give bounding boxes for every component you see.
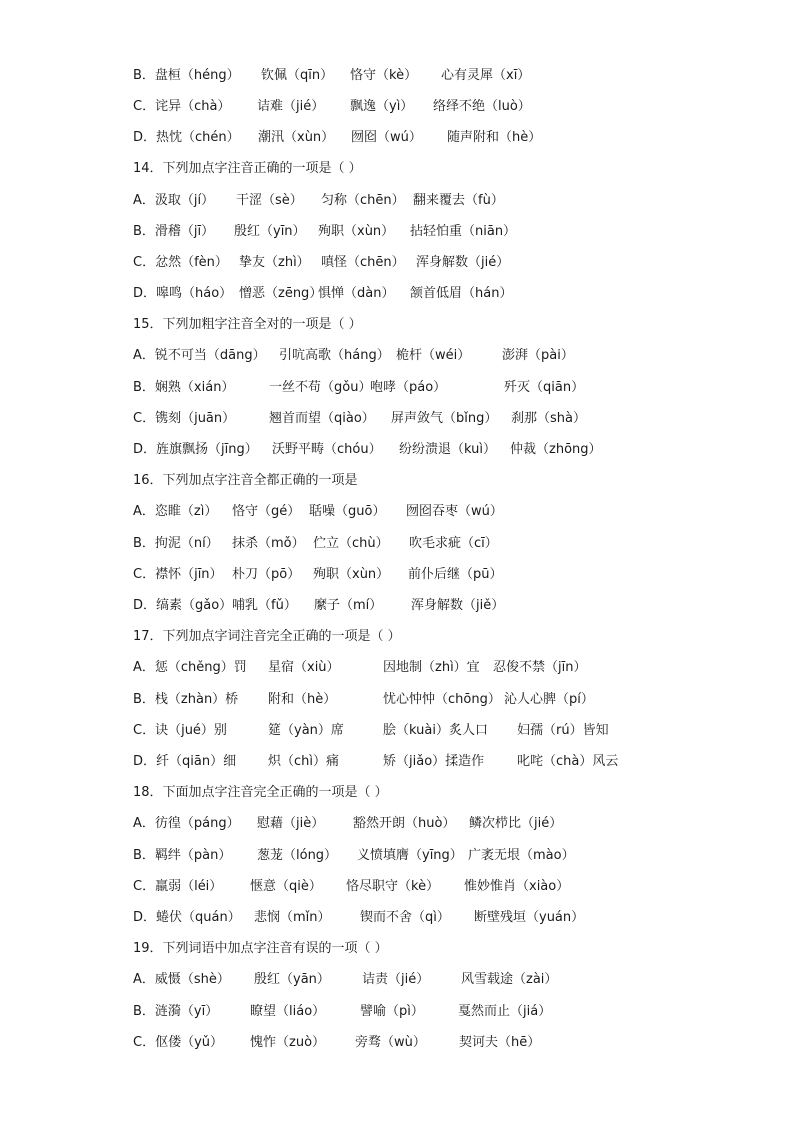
option-term: C．镌刻（juān）: [133, 411, 236, 426]
option-term: 恪尽职守（kè）: [346, 879, 440, 894]
option-term: 殷红（yīn）: [234, 224, 306, 239]
option-term: D．蜷伏（quán）: [133, 910, 241, 925]
option-term: C．诀（jué）别: [133, 723, 227, 738]
option-term: A．威慑（shè）: [133, 972, 230, 987]
option-term: 络绎不绝（luò）: [433, 99, 531, 114]
option-term: 叱咤（chà）风云: [517, 754, 619, 769]
option-term: 挚友（zhì）: [239, 255, 310, 270]
option-term: 吹毛求疵（cī）: [409, 536, 498, 551]
option-term: A．锐不可当（dāng）: [133, 348, 266, 363]
option-term: 风雪载途（zài）: [461, 972, 558, 987]
option-term: 豁然开朗（huò）: [353, 816, 456, 831]
option-term: 愧怍（zuò）: [250, 1035, 326, 1050]
option-term: 契诃夫（hē）: [459, 1035, 541, 1050]
option-term: 忍俊不禁（jīn）: [493, 660, 587, 675]
option-term: 瞭望（liáo）: [250, 1004, 326, 1019]
option-term: D．嗥鸣（háo）: [133, 286, 233, 301]
option-term: 囫囵吞枣（wú）: [406, 504, 503, 519]
option-term: D．旌旗飘扬（jīng）: [133, 442, 258, 457]
option-term: C．忿然（fèn）: [133, 255, 228, 270]
option-term: 一丝不苟（gǒu）: [269, 380, 372, 395]
option-term: B．栈（zhàn）桥: [133, 692, 239, 707]
option-term: 伫立（chù）: [313, 536, 389, 551]
option-term: 飘逸（yì）: [350, 99, 414, 114]
option-term: D．热忱（chén）: [133, 130, 240, 145]
option-term: 脍（kuài）炙人口: [383, 723, 488, 738]
option-term: 潮汛（xùn）: [258, 130, 335, 145]
option-term: 哺乳（fǔ）: [232, 598, 297, 613]
option-term: 殉职（xùn）: [313, 567, 390, 582]
option-term: A．惩（chěng）罚: [133, 660, 247, 675]
option-term: 筵（yàn）席: [268, 723, 344, 738]
question-text: 16．下列加点字注音全都正确的一项是: [133, 473, 358, 488]
option-term: 断壁残垣（yuán）: [474, 910, 585, 925]
option-term: 因地制（zhì）宜: [383, 660, 480, 675]
option-term: 囫囵（wú）: [351, 130, 422, 145]
option-term: 殉职（xùn）: [318, 224, 395, 239]
option-term: B．羁绊（pàn）: [133, 848, 232, 863]
option-term: 纷纷溃退（kuì）: [399, 442, 496, 457]
option-term: 悲悯（mǐn）: [254, 910, 331, 925]
option-term: 沃野平畴（chóu）: [272, 442, 382, 457]
question-text: 17．下列加点字词注音完全正确的一项是（ ）: [133, 629, 401, 644]
option-term: C．诧异（chà）: [133, 99, 231, 114]
question-text: 14．下列加点字注音正确的一项是（ ）: [133, 161, 362, 176]
option-term: B．拘泥（ní）: [133, 536, 219, 551]
option-term: 沁人心脾（pí）: [504, 692, 594, 707]
option-term: 矫（jiǎo）揉造作: [383, 754, 485, 769]
option-term: 抹杀（mǒ）: [232, 536, 305, 551]
option-term: 翘首而望（qiào）: [269, 411, 375, 426]
option-term: 义愤填膺（yīng）: [357, 848, 463, 863]
option-term: 颔首低眉（hán）: [410, 286, 513, 301]
option-term: 譬喻（pì）: [360, 1004, 424, 1019]
option-term: 縻子（mí）: [314, 598, 383, 613]
option-term: 拈轻怕重（niān）: [410, 224, 517, 239]
option-term: 星宿（xiù）: [268, 660, 340, 675]
option-term: 憎恶（zēng）: [239, 286, 323, 301]
option-term: 咆哮（páo）: [370, 380, 447, 395]
option-term: C．襟怀（jīn）: [133, 567, 223, 582]
option-term: 惧惮（dàn）: [318, 286, 395, 301]
option-term: 屏声敛气（bǐng）: [391, 411, 498, 426]
option-term: 浑身解数（jiě）: [411, 598, 505, 613]
question-text: 19．下列词语中加点字注音有误的一项（ ）: [133, 941, 388, 956]
option-term: C．伛偻（yǔ）: [133, 1035, 224, 1050]
option-term: 浑身解数（jié）: [416, 255, 510, 270]
option-term: 嗔怪（chēn）: [321, 255, 405, 270]
question-text: 15．下列加粗字注音全对的一项是（ ）: [133, 317, 362, 332]
option-term: 惬意（qiè）: [250, 879, 322, 894]
option-term: 诘责（jié）: [362, 972, 430, 987]
option-term: 诘难（jié）: [257, 99, 325, 114]
option-term: 炽（chì）痛: [268, 754, 339, 769]
option-term: 匀称（chēn）: [321, 193, 405, 208]
option-term: C．羸弱（léi）: [133, 879, 223, 894]
option-term: 葱茏（lóng）: [257, 848, 338, 863]
option-term: D．缟素（gǎo）: [133, 598, 233, 613]
option-term: 心有灵犀（xī）: [441, 68, 531, 83]
option-term: 翻来覆去（fù）: [413, 193, 504, 208]
option-term: 旁骛（wù）: [355, 1035, 426, 1050]
option-term: 妇孺（rú）皆知: [517, 723, 609, 738]
option-term: A．彷徨（páng）: [133, 816, 240, 831]
option-term: 殷红（yān）: [254, 972, 330, 987]
option-term: 引吭高歌（háng）: [279, 348, 390, 363]
option-term: B．滑稽（jī）: [133, 224, 215, 239]
option-term: 钦佩（qīn）: [261, 68, 334, 83]
option-term: 恪守（gé）: [232, 504, 301, 519]
question-text: 18．下面加点字注音完全正确的一项是（ ）: [133, 785, 388, 800]
option-term: 惟妙惟肖（xiào）: [464, 879, 570, 894]
option-term: 戛然而止（jiá）: [458, 1004, 552, 1019]
option-term: 朴刀（pō）: [232, 567, 301, 582]
option-term: 干涩（sè）: [236, 193, 303, 208]
option-term: 刹那（shà）: [511, 411, 586, 426]
option-term: 桅杆（wéi）: [396, 348, 471, 363]
option-term: 随声附和（hè）: [447, 130, 542, 145]
option-term: B．涟漪（yī）: [133, 1004, 219, 1019]
option-term: 澎湃（pài）: [502, 348, 574, 363]
option-term: 仲裁（zhōng）: [510, 442, 602, 457]
option-term: 广袤无垠（mào）: [468, 848, 575, 863]
option-term: 聒噪（guō）: [309, 504, 386, 519]
option-term: 恪守（kè）: [350, 68, 418, 83]
option-term: B．盘桓（héng）: [133, 68, 240, 83]
option-term: 锲而不舍（qì）: [360, 910, 450, 925]
option-term: D．纤（qiān）细: [133, 754, 237, 769]
option-term: 鳞次栉比（jié）: [469, 816, 563, 831]
option-term: B．娴熟（xián）: [133, 380, 235, 395]
option-term: A．汲取（jí）: [133, 193, 215, 208]
option-term: 歼灭（qiān）: [504, 380, 585, 395]
option-term: 前仆后继（pū）: [408, 567, 503, 582]
option-term: 忧心忡忡（chōng）: [383, 692, 501, 707]
option-term: A．恣睢（zì）: [133, 504, 218, 519]
option-term: 慰藉（jiè）: [257, 816, 325, 831]
option-term: 附和（hè）: [268, 692, 337, 707]
